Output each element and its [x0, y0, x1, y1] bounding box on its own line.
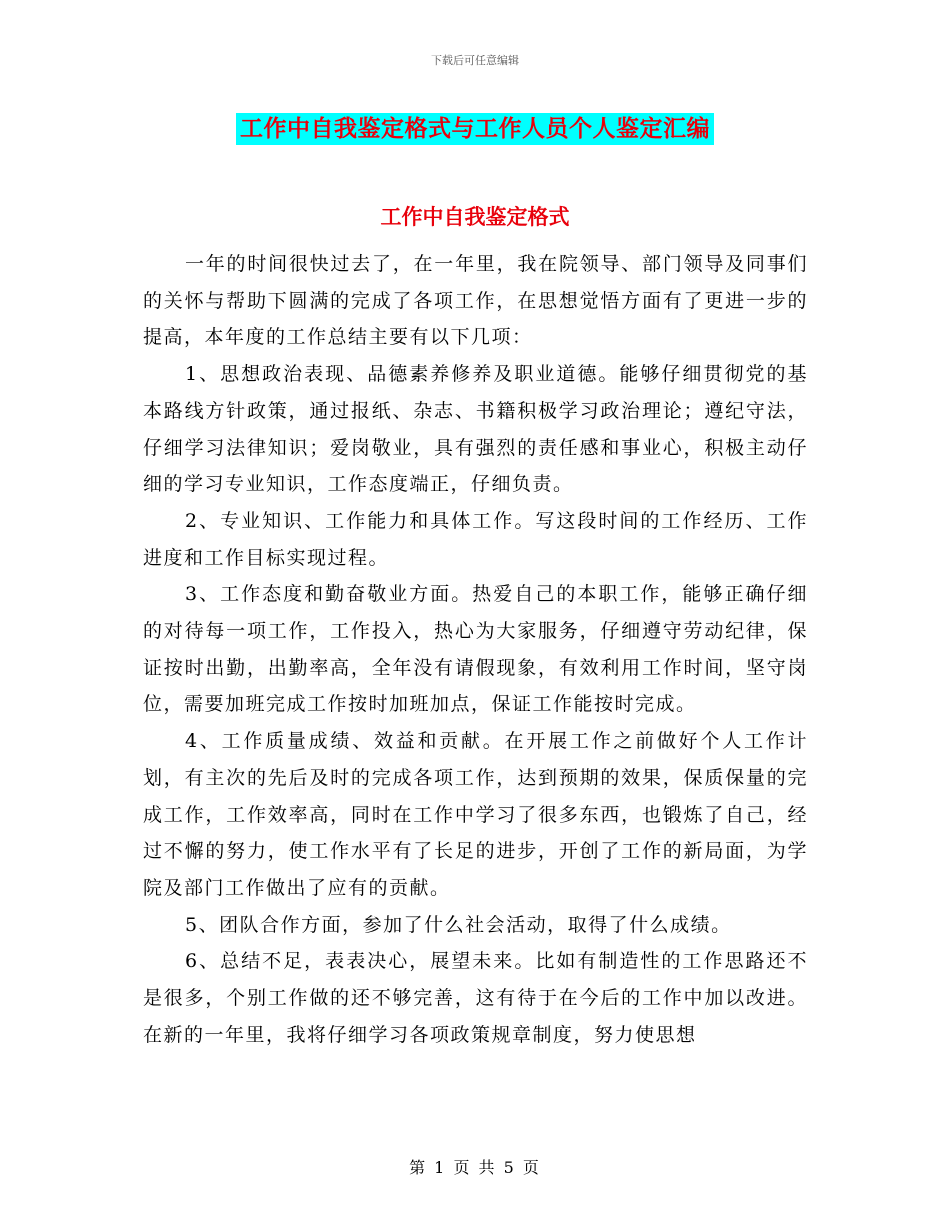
paragraph-item-6: 6、总结不足，表表决心，展望未来。比如有制造性的工作思路还不是很多，个别工作做的还不够完善，这有待于在今后的工作中加以改进。在新的一年里，我将仔细学习各项政策规章制度，努力使思想	[143, 950, 808, 1046]
section-title: 工作中自我鉴定格式	[380, 204, 570, 229]
page-header-note: 下载后可任意编辑	[431, 54, 519, 67]
document-title: 工作中自我鉴定格式与工作人员个人鉴定汇编	[236, 113, 714, 145]
paragraph-item-3: 3、工作态度和勤奋敬业方面。热爱自己的本职工作，能够正确仔细的对待每一项工作，工作投入，热心为大家服务，仔细遵守劳动纪律，保证按时出勤，出勤率高，全年没有请假现象，有效利用工作时间，坚守岗位，需要加班完成工作按时加班加点，保证工作能按时完成。	[143, 583, 808, 716]
document-body	[143, 246, 808, 1053]
paragraph-item-4: 4、工作质量成绩、效益和贡献。在开展工作之前做好个人工作计划，有主次的先后及时的完成各项工作，达到预期的效果，保质保量的完成工作，工作效率高，同时在工作中学习了很多东西，也锻炼了自己，经过不懈的努力，使工作水平有了长足的进步，开创了工作的新局面，为学院及部门工作做出了应有的贡献。	[143, 730, 808, 899]
paragraph-item-2: 2、专业知识、工作能力和具体工作。写这段时间的工作经历、工作进度和工作目标实现过程。	[143, 509, 808, 569]
paragraph-intro: 一年的时间很快过去了，在一年里，我在院领导、部门领导及同事们的关怀与帮助下圆满的完成了各项工作，在思想觉悟方面有了更进一步的提高，本年度的工作总结主要有以下几项：	[143, 253, 808, 349]
paragraph-item-1: 1、思想政治表现、品德素养修养及职业道德。能够仔细贯彻党的基本路线方针政策，通过报纸、杂志、书籍积极学习政治理论；遵纪守法，仔细学习法律知识；爱岗敬业，具有强烈的责任感和事业心，积极主动仔细的学习专业知识，工作态度端正，仔细负责。	[143, 363, 808, 496]
paragraph-item-5: 5、团队合作方面，参加了什么社会活动，取得了什么成绩。	[185, 913, 732, 936]
document-title-container	[0, 113, 950, 145]
page-number-footer: 第 1 页 共 5 页	[409, 1158, 541, 1177]
